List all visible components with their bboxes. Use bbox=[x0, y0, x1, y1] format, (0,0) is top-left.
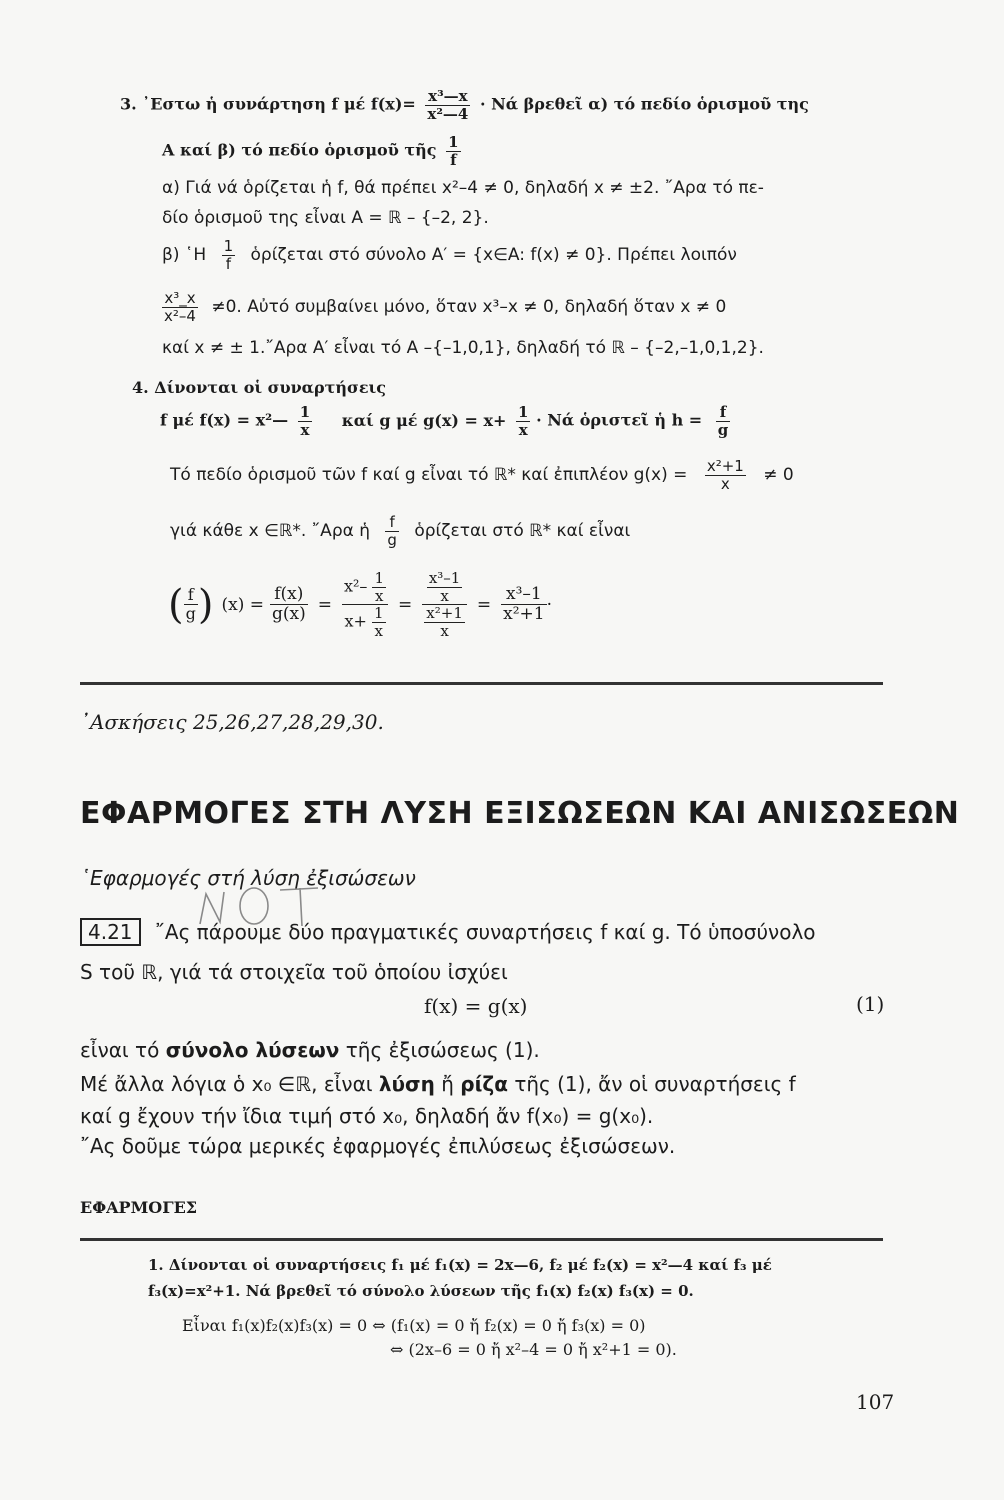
p421-line4-pre: Μέ ἄλλα λόγια ὁ x₀ ∈ℝ, εἶναι bbox=[80, 1072, 373, 1096]
compound-num bbox=[342, 570, 388, 604]
ex4-l2-frac bbox=[705, 458, 746, 492]
eq-mid-frac bbox=[422, 570, 467, 639]
frac-num: x³–1 bbox=[428, 569, 461, 587]
ex3-line5 bbox=[162, 238, 737, 272]
p421-line1 bbox=[80, 920, 816, 944]
page-number: 107 bbox=[856, 1390, 895, 1414]
frac-den: x²—4 bbox=[427, 104, 469, 123]
frac-num: x³–1 bbox=[506, 584, 542, 605]
frac-num: f bbox=[389, 513, 395, 531]
frac-num: 1 bbox=[373, 604, 384, 622]
p421-line1-text: ῎Ας πάρουμε δύο πραγματικές συναρτήσεις f καί g. Τό ὑποσύνολο bbox=[154, 920, 816, 944]
ex4-l1-frac3 bbox=[716, 404, 731, 438]
ex4-l3-frac bbox=[385, 514, 399, 548]
ex3-line5-pre: β) ῾Η bbox=[162, 245, 207, 265]
mid-den bbox=[422, 604, 467, 639]
eq-sign: = bbox=[398, 594, 413, 615]
ex3-frac3 bbox=[222, 238, 236, 272]
compound-den-pre: x+ bbox=[344, 611, 367, 631]
frac-den: g bbox=[185, 604, 196, 623]
p421-line3-post: τῆς ἐξισώσεως (1). bbox=[345, 1038, 540, 1062]
frac-den: f bbox=[446, 151, 460, 169]
frac-num: 1 bbox=[448, 133, 459, 151]
ex4-l3-post: ὁρίζεται στό ℝ* καί εἶναι bbox=[414, 521, 631, 541]
term-solution: λύση bbox=[378, 1072, 435, 1096]
divider-rule bbox=[80, 682, 883, 685]
ex3-frac4 bbox=[162, 290, 198, 324]
p421-line3 bbox=[80, 1038, 540, 1062]
compound-num-frac bbox=[372, 570, 386, 604]
ex4-line1 bbox=[160, 404, 730, 438]
p421-eqnum: (1) bbox=[856, 992, 885, 1016]
paren-close: ) bbox=[197, 581, 214, 628]
frac-num: x²+1 bbox=[706, 457, 744, 475]
ex3-line7: καί x ≠ ± 1.῎Αρα A′ εἶναι τό A –{–1,0,1}, δηλαδή τό ℝ – {–2,–1,0,1,2}. bbox=[162, 338, 764, 358]
ex3-line3: α) Γιά νά ὁρίζεται ἡ f, θά πρέπει x²–4 ≠ 0, δηλαδή x ≠ ±2. ῎Αρα τό πε- bbox=[162, 178, 764, 198]
p421-line6: ῎Ας δοῦμε τώρα μερικές ἐφαρμογές ἐπιλύσεως ἐξισώσεων. bbox=[80, 1134, 676, 1158]
p421-line4 bbox=[80, 1072, 796, 1096]
frac-num: 1 bbox=[518, 403, 529, 421]
mid-num-frac bbox=[427, 570, 463, 604]
ex4-l2-pre: Τό πεδίο ὁρισμοῦ τῶν f καί g εἶναι τό ℝ* καί ἐπιπλέον g(x) = bbox=[170, 465, 688, 485]
ex3-line2 bbox=[162, 134, 461, 168]
frac-num: x²+1 bbox=[426, 604, 463, 622]
p421-line3-pre: εἶναι τό bbox=[80, 1038, 160, 1062]
frac-den: x bbox=[424, 622, 465, 640]
ex4-line3 bbox=[170, 514, 630, 548]
frac-num: f bbox=[719, 403, 727, 421]
paragraph-number-box: 4.21 bbox=[80, 918, 141, 946]
ex3-line2-pre: A καί β) τό πεδίο ὁρισμοῦ τῆς bbox=[162, 140, 437, 160]
eq-sign: = bbox=[476, 594, 492, 615]
ex3-frac2 bbox=[446, 134, 460, 168]
ex3-line4: δίο ὁρισμοῦ της εἶναι A = ℝ – {–2, 2}. bbox=[162, 208, 489, 228]
frac-den: f bbox=[222, 255, 236, 273]
eq-final-frac bbox=[501, 585, 546, 623]
ex4-l2-post: ≠ 0 bbox=[763, 465, 794, 485]
frac-den: x bbox=[298, 421, 312, 439]
ex4-title: 4. Δίνονται οἱ συναρτήσεις bbox=[132, 378, 387, 397]
frac-den: g(x) bbox=[271, 604, 306, 624]
frac-den: x bbox=[372, 587, 386, 605]
frac-num: f bbox=[187, 585, 194, 605]
ex3-line1-post: · Νά βρεθεῖ α) τό πεδίο ὁρισμοῦ της bbox=[479, 94, 809, 114]
frac-num: 1 bbox=[223, 237, 234, 255]
eq-lhs-frac bbox=[184, 586, 198, 622]
frac-num: x³_x bbox=[164, 289, 196, 307]
frac-den: x bbox=[427, 587, 463, 605]
subsection-title: ῾Εφαρμογές στή λύση ἐξισώσεων bbox=[80, 866, 416, 890]
p421-line4-mid: ἤ bbox=[441, 1072, 454, 1096]
ex3-line1-pre: 3. ᾽Εστω ἡ συνάρτηση f μέ f(x)= bbox=[120, 94, 416, 114]
exercises-ref: ᾽Ασκήσεις 25,26,27,28,29,30. bbox=[80, 710, 384, 734]
p421-line2: S τοῦ ℝ, γιά τά στοιχεῖα τοῦ ὁποίου ἰσχύει bbox=[80, 960, 508, 984]
frac-den: g bbox=[387, 530, 397, 549]
term-root: ρίζα bbox=[460, 1072, 508, 1096]
mid-num bbox=[422, 570, 467, 604]
pencil-letter-o bbox=[240, 888, 268, 924]
ex4-l1-frac2 bbox=[516, 404, 530, 438]
compound-den-frac bbox=[372, 605, 386, 639]
compound-num-pre: x²– bbox=[343, 576, 368, 596]
p421-line5: καί g ἔχουν τήν ἴδια τιμή στό x₀, δηλαδή ἄν f(x₀) = g(x₀). bbox=[80, 1104, 654, 1128]
eq-fg-frac bbox=[270, 585, 308, 623]
eq-end: · bbox=[546, 594, 552, 615]
ex3-frac1 bbox=[425, 88, 470, 122]
applications-rule bbox=[80, 1238, 883, 1241]
app1-line2: f₃(x)=x²+1. Νά βρεθεῖ τό σύνολο λύσεων τῆς f₁(x) f₂(x) f₃(x) = 0. bbox=[148, 1282, 694, 1300]
app1-line1: 1. Δίνονται οἱ συναρτήσεις f₁ μέ f₁(x) = 2x—6, f₂ μέ f₂(x) = x²—4 καί f₃ μέ bbox=[148, 1256, 772, 1274]
frac-den: x bbox=[705, 475, 746, 493]
p421-equation: f(x) = g(x) bbox=[424, 994, 528, 1018]
frac-den: g bbox=[717, 420, 729, 439]
eq-sign: = bbox=[317, 594, 332, 615]
app1-line3: Εἶναι f₁(x)f₂(x)f₃(x) = 0 ⇔ (f₁(x) = 0 ἤ f₂(x) = 0 ἤ f₃(x) = 0) bbox=[182, 1316, 646, 1335]
frac-den: x bbox=[372, 622, 386, 640]
ex4-l1b: καί g μέ g(x) = x+ bbox=[341, 410, 507, 430]
ex3-line6 bbox=[162, 290, 726, 324]
p421-line4-post: τῆς (1), ἄν οἱ συναρτήσεις f bbox=[514, 1072, 796, 1096]
mid-den-frac bbox=[424, 605, 465, 639]
ex4-l1-frac1 bbox=[298, 404, 312, 438]
frac-num: 1 bbox=[299, 403, 311, 421]
frac-den: x²–4 bbox=[164, 306, 196, 325]
paren-open: ( bbox=[168, 581, 184, 628]
ex3-line6-post: ≠0. Αὐτό συμβαίνει μόνο, ὅταν x³–x ≠ 0, δηλαδή ὅταν x ≠ 0 bbox=[211, 297, 727, 317]
frac-den: x bbox=[516, 421, 530, 439]
term-solution-set: σύνολο λύσεων bbox=[165, 1038, 340, 1062]
frac-den: x²+1 bbox=[503, 604, 545, 624]
ex4-line2 bbox=[170, 458, 794, 492]
eq-lhs-arg: (x) = bbox=[221, 594, 264, 615]
section-title: ΕΦΑΡΜΟΓΕΣ ΣΤΗ ΛΥΣΗ ΕΞΙΣΩΣΕΩΝ ΚΑΙ ΑΝΙΣΩΣΕΩΝ bbox=[80, 796, 960, 831]
frac-num: 1 bbox=[374, 569, 385, 587]
ex3-line1 bbox=[120, 88, 809, 122]
applications-heading: ΕΦΑΡΜΟΓΕΣ bbox=[80, 1198, 198, 1217]
ex4-l1a: f μέ f(x) = x²— bbox=[160, 410, 289, 430]
frac-num: f(x) bbox=[274, 584, 304, 605]
ex4-l1c: · Νά ὁριστεῖ ἡ h = bbox=[536, 410, 703, 430]
compound-den bbox=[342, 604, 388, 639]
ex3-line5-post: ὁρίζεται στό σύνολο A′ = {x∈A: f(x) ≠ 0}. Πρέπει λοιπόν bbox=[250, 245, 737, 265]
app1-line4: ⇔ (2x–6 = 0 ἤ x²–4 = 0 ἤ x²+1 = 0). bbox=[390, 1340, 677, 1359]
frac-num: x³—x bbox=[428, 87, 468, 105]
ex4-display-equation bbox=[168, 570, 552, 639]
eq-compound-frac bbox=[342, 570, 388, 639]
ex4-l3-pre: γιά κάθε x ∈ℝ*. ῎Αρα ἡ bbox=[170, 521, 370, 541]
